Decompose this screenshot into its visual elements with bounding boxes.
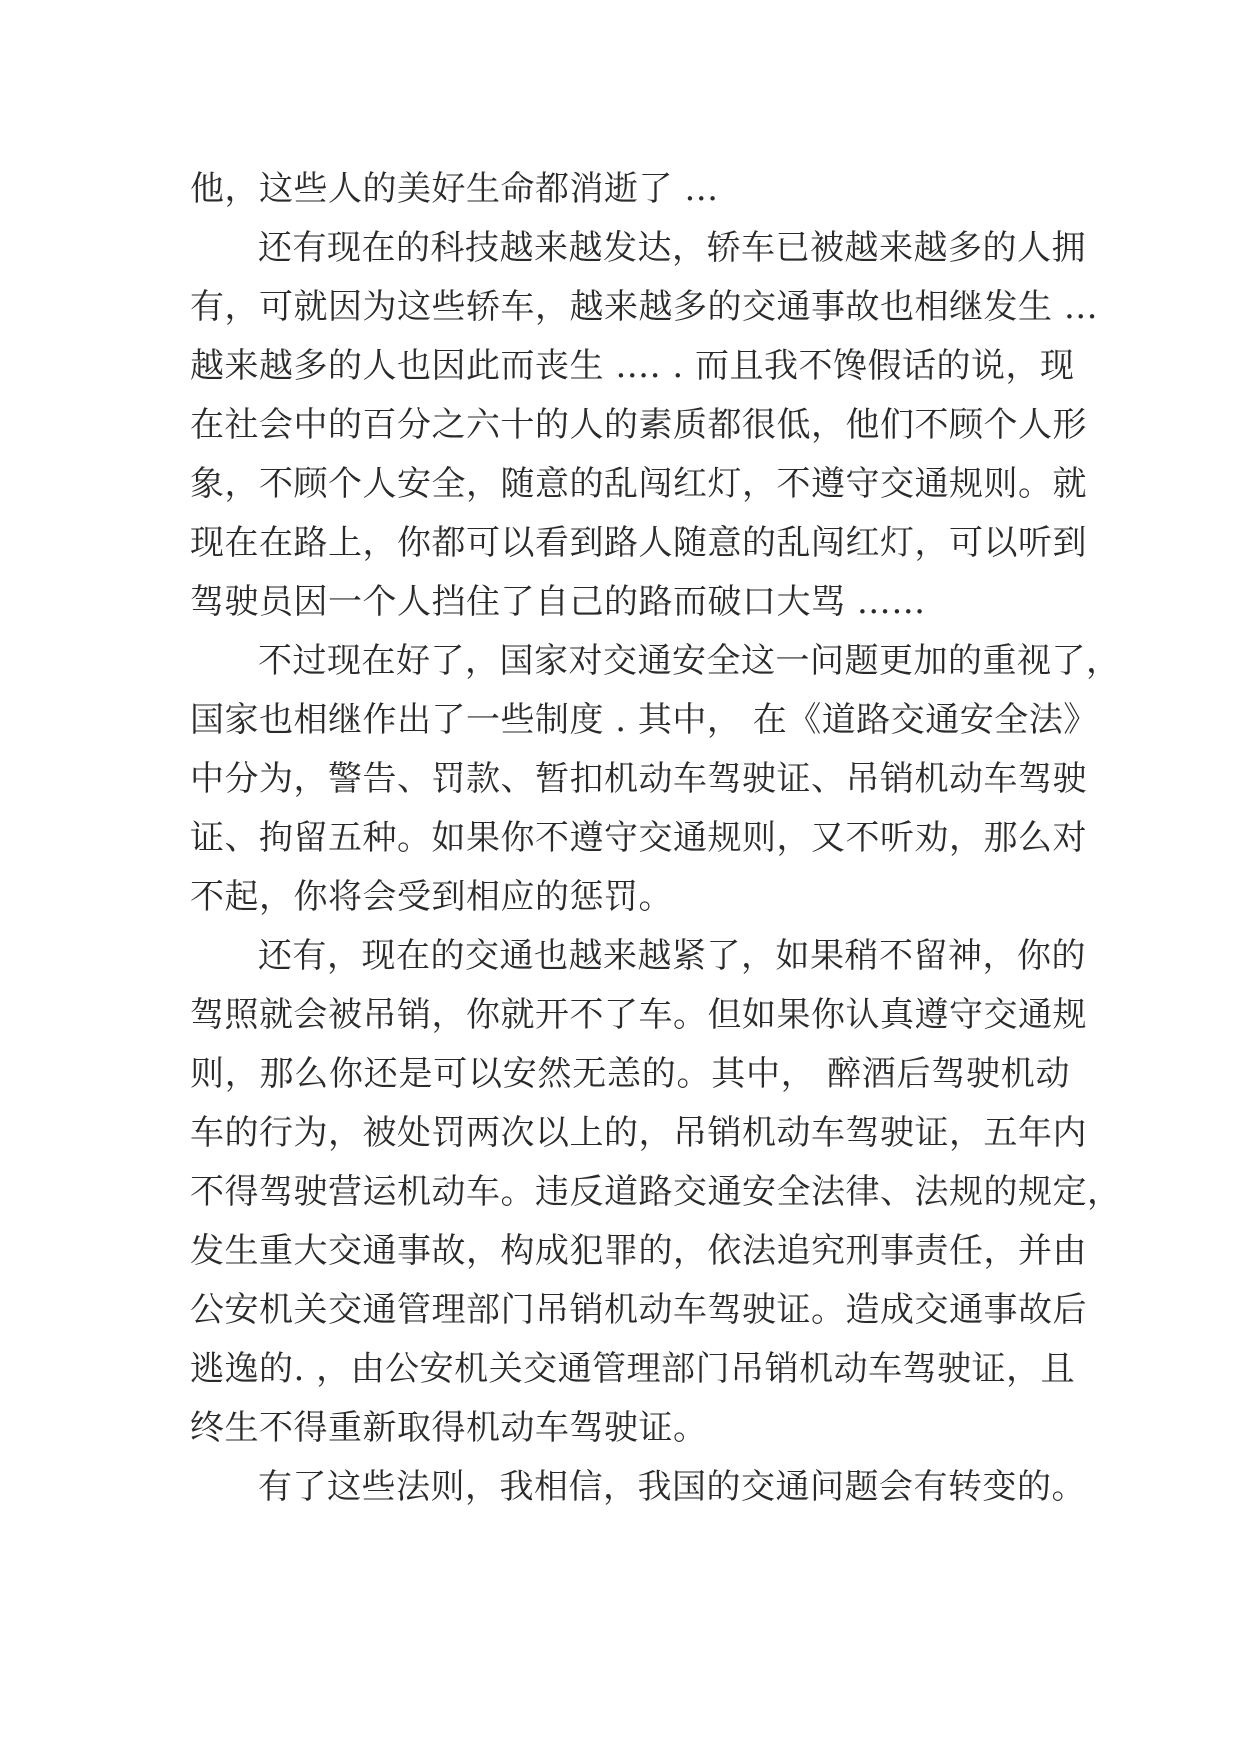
text-line: 还有现在的科技越来越发达，轿车已被越来越多的人拥 (258, 228, 1086, 268)
text-line: 有了这些法则，我相信，我国的交通问题会有转变的。 (258, 1467, 1086, 1507)
body-text (190, 160, 1122, 1517)
text-line: 越来越多的人也因此而丧生 …. . 而且我不馋假话的说，现 (190, 346, 1075, 386)
text-line: 还有，现在的交通也越来越紧了，如果稍不留神，你的 (258, 936, 1086, 976)
text-line: 在社会中的百分之六十的人的素质都很低，他们不顾个人形 (190, 405, 1087, 445)
text-line: 逃逸的. ，由公安机关交通管理部门吊销机动车驾驶证，且 (190, 1349, 1076, 1389)
text-line: 公安机关交通管理部门吊销机动车驾驶证。造成交通事故后 (190, 1290, 1087, 1330)
text-line: 象，不顾个人安全，随意的乱闯红灯，不遵守交通规则。就 (190, 464, 1087, 504)
text-line: 终生不得重新取得机动车驾驶证。 (190, 1408, 708, 1448)
text-line: 驾驶员因一个人挡住了自己的路而破口大骂 …… (190, 582, 926, 622)
text-line: 证、拘留五种。如果你不遵守交通规则，又不听劝，那么对 (190, 818, 1087, 858)
text-line: 有，可就因为这些轿车，越来越多的交通事故也相继发生 … (190, 287, 1099, 327)
text-line: 中分为，警告、罚款、暂扣机动车驾驶证、吊销机动车驾驶 (190, 759, 1087, 799)
text-line: 他，这些人的美好生命都消逝了 … (190, 169, 719, 209)
text-line: 则，那么你还是可以安然无恙的。其中， 醉酒后驾驶机动 (190, 1054, 1070, 1094)
text-line: 车的行为，被处罚两次以上的，吊销机动车驾驶证，五年内 (190, 1113, 1087, 1153)
text-line: 国家也相继作出了一些制度 . 其中， 在《道路交通安全法》 (190, 700, 1098, 740)
text-line: 现在在路上，你都可以看到路人随意的乱闯红灯，可以听到 (190, 523, 1087, 563)
text-line: 不得驾驶营运机动车。违反道路交通安全法律、法规的规定， (190, 1172, 1122, 1212)
text-line: 驾照就会被吊销，你就开不了车。但如果你认真遵守交通规 (190, 995, 1087, 1035)
text-line: 不起，你将会受到相应的惩罚。 (190, 877, 673, 917)
text-line: 发生重大交通事故，构成犯罪的，依法追究刑事责任，并由 (190, 1231, 1087, 1271)
text-line: 不过现在好了，国家对交通安全这一问题更加的重视了， (258, 641, 1121, 681)
